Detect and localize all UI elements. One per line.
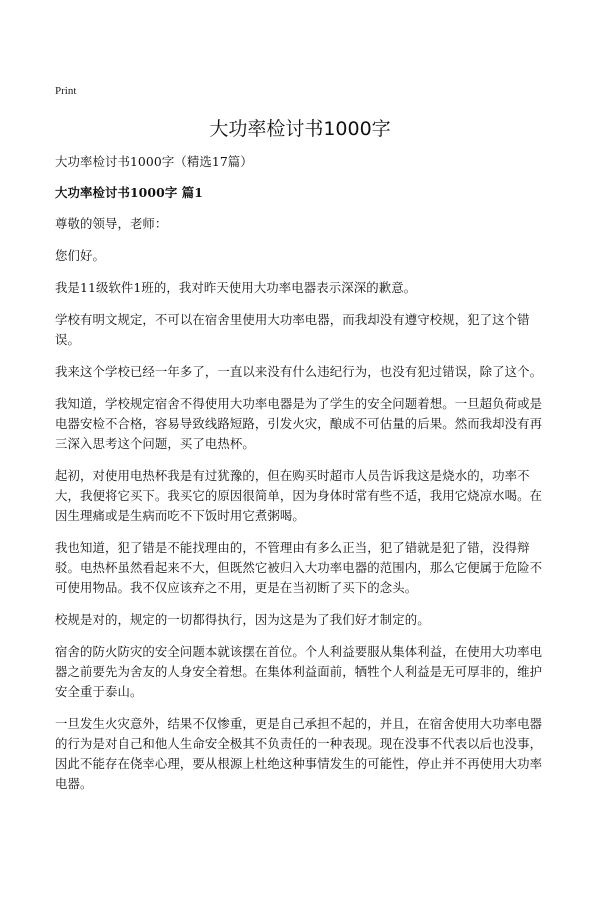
paragraph: 宿舍的防火防灾的安全问题本就该摆在首位。个人利益要服从集体利益，在使用大功率电器之前要先为舍友的人身安全着想。在集体利益面前，牺牲个人利益是无可厚非的，维护安全重于泰山。 bbox=[55, 644, 543, 699]
document-subtitle: 大功率检讨书1000字（精选17篇） bbox=[55, 154, 253, 169]
paragraph: 校规是对的，规定的一切都得执行，因为这是为了我们好才制定的。 bbox=[55, 612, 430, 627]
salutation: 尊敬的领导，老师： bbox=[55, 216, 168, 231]
document-body bbox=[55, 152, 543, 806]
document-title: 大功率检讨书1000字 bbox=[209, 118, 391, 140]
greeting: 您们好。 bbox=[55, 248, 105, 263]
print-label: Print bbox=[55, 85, 77, 97]
paragraph: 我来这个学校已经一年多了，一直以来没有什么违纪行为，也没有犯过错误，除了这个。 bbox=[55, 364, 543, 379]
paragraph: 一旦发生火灾意外，结果不仅惨重，更是自己承担不起的，并且，在宿舍使用大功率电器的行为是对自己和他人生命安全极其不负责任的一种表现。现在没事不代表以后也没事，因此不能存在侥幸心理，要从根源上杜绝这种事情发生的可能性，停止并不再使用大功率电器。 bbox=[55, 716, 543, 791]
paragraph: 我知道，学校规定宿舍不得使用大功率电器是为了学生的安全问题着想。一旦超负荷或是电器安检不合格，容易导致线路短路，引发火灾，酿成不可估量的后果。然而我却没有再三深入思考这个问题，买了电热杯。 bbox=[55, 396, 543, 451]
section-heading: 大功率检讨书1000字 篇1 bbox=[55, 185, 203, 200]
paragraph: 我也知道，犯了错是不能找理由的，不管理由有多么正当，犯了错就是犯了错，没得辩驳。电热杯虽然看起来不大，但既然它被归入大功率电器的范围内，那么它便属于危险不可使用物品。我不仅应该弃之不用，更是在当初断了买下的念头。 bbox=[55, 540, 543, 595]
paragraph: 我是11级软件1班的，我对昨天使用大功率电器表示深深的歉意。 bbox=[55, 280, 417, 295]
paragraph: 学校有明文规定，不可以在宿舍里使用大功率电器，而我却没有遵守校规，犯了这个错误。 bbox=[55, 312, 530, 347]
paragraph: 起初，对使用电热杯我是有过犹豫的，但在购买时超市人员告诉我这是烧水的，功率不大，我便将它买下。我买它的原因很简单，因为身体时常有些不适，我用它烧凉水喝。在因生理痛或是生病而吃不下饭时用它煮粥喝。 bbox=[55, 468, 543, 523]
